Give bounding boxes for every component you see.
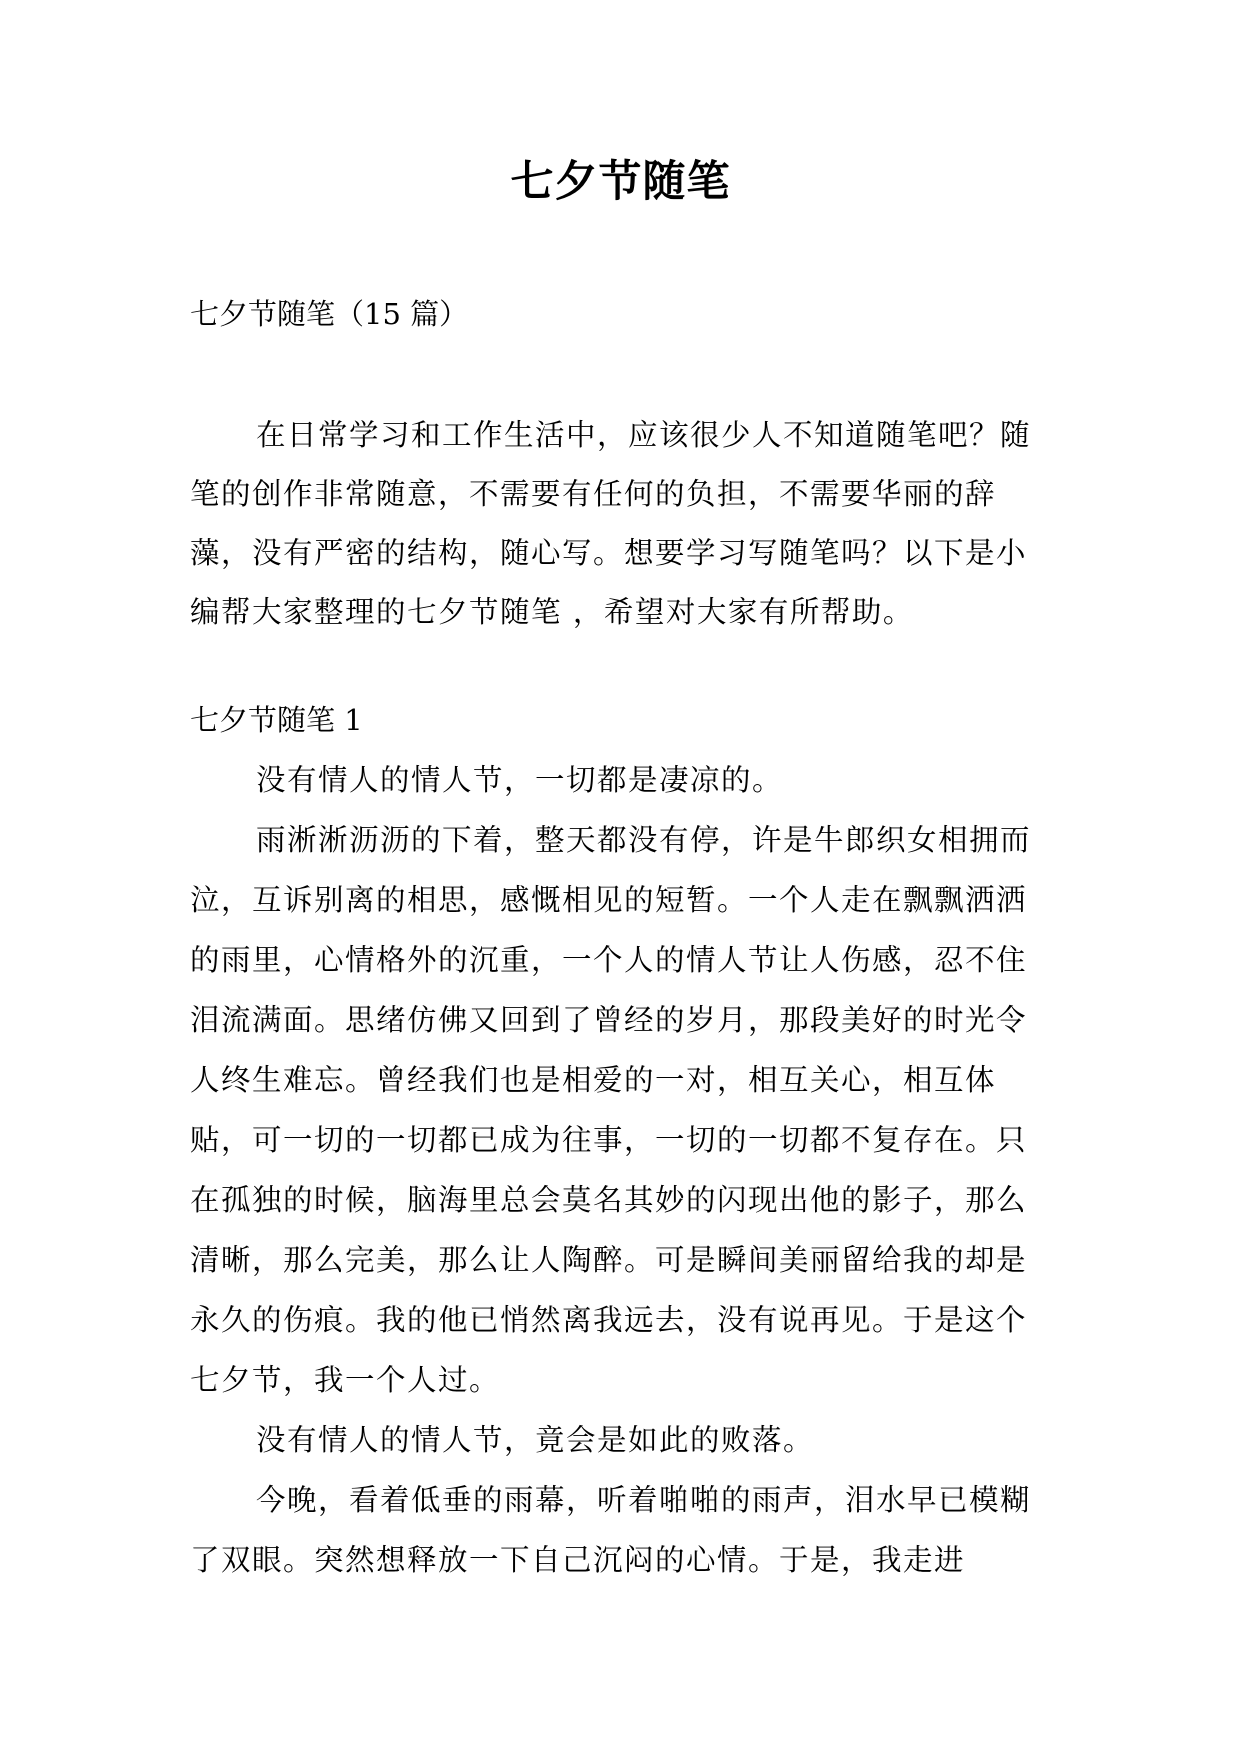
body-paragraph: 没有情人的情人节，一切都是凄凉的。 (256, 763, 784, 797)
document-subtitle: 七夕节随笔（15 篇） (190, 297, 469, 331)
section-heading: 七夕节随笔 1 (190, 703, 363, 737)
document-title: 七夕节随笔 (510, 157, 731, 207)
intro-paragraph: 在日常学习和工作生活中，应该很少人不知道随笔吧？随笔的创作非常随意，不需要有任何的负担，不需要华丽的辞藻，没有严密的结构，随心写。想要学习写随笔吗？以下是小编帮大家整理的七夕节随笔 ，希望对大家有所帮助。 (190, 418, 1032, 629)
body-paragraph: 雨淅淅沥沥的下着，整天都没有停，许是牛郎织女相拥而泣，互诉别离的相思，感慨相见的短暂。一个人走在飘飘洒洒的雨里，心情格外的沉重，一个人的情人节让人伤感，忍不住泪流满面。思绪仿佛又回到了曾经的岁月，那段美好的时光令人终生难忘。曾经我们也是相爱的一对，相互关心，相互体贴，可一切的一切都已成为往事，一切的一切都不复存在。只在孤独的时候，脑海里总会莫名其妙的闪现出他的影子，那么清晰，那么完美，那么让人陶醉。可是瞬间美丽留给我的却是永久的伤痕。我的他已悄然离我远去，没有说再见。于是这个七夕节，我一个人过。 (190, 823, 1032, 1397)
body-paragraph: 没有情人的情人节，竟会是如此的败落。 (256, 1423, 815, 1457)
body-paragraph: 今晚，看着低垂的雨幕，听着啪啪的雨声，泪水早已模糊了双眼。突然想释放一下自己沉闷的心情。于是，我走进 (190, 1483, 1032, 1577)
section-body (190, 750, 1052, 1590)
